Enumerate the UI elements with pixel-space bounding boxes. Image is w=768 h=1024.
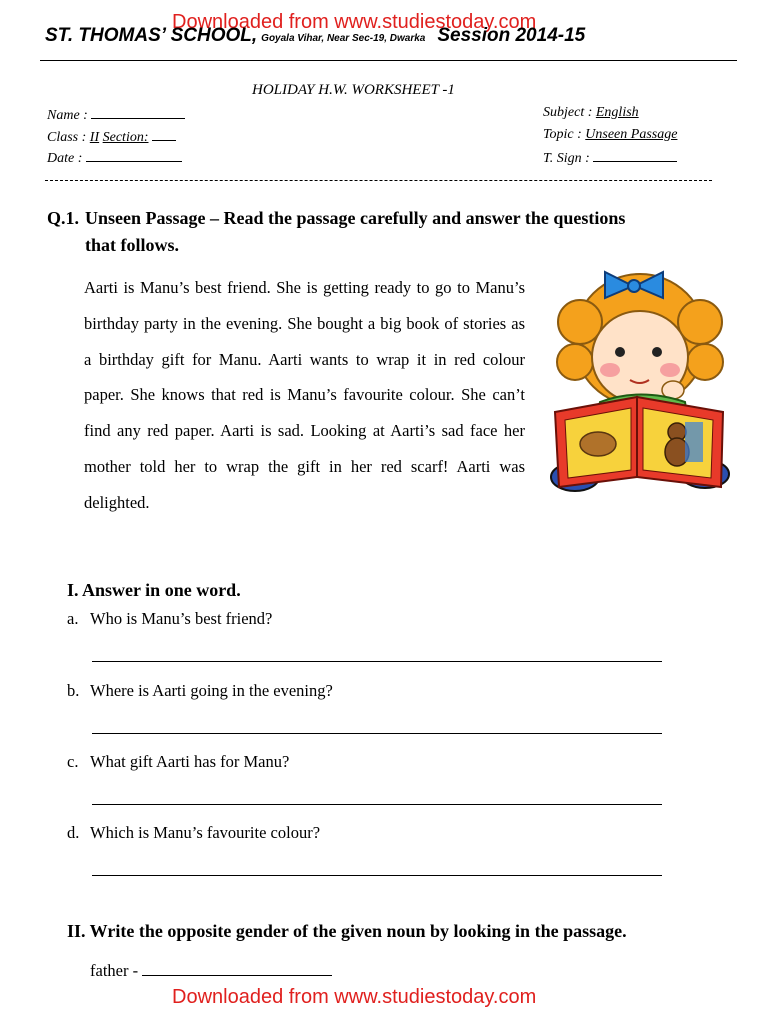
- question-1-line-1: Unseen Passage – Read the passage carefully and answer the questions: [85, 208, 626, 228]
- session-label: Session 2014-15: [437, 25, 586, 46]
- question-b: [67, 681, 333, 701]
- gender-item: [90, 960, 332, 981]
- teacher-sign-field: [543, 148, 677, 167]
- section-blank: [152, 127, 176, 141]
- tsign-blank: [593, 148, 677, 162]
- question-c: [67, 752, 289, 772]
- topic-label: Topic :: [543, 127, 582, 142]
- subject-label: Subject :: [543, 105, 593, 120]
- question-a: [67, 609, 272, 629]
- class-field: [47, 127, 176, 146]
- question-text: What gift Aarti has for Manu?: [90, 752, 290, 771]
- date-label: Date :: [47, 151, 83, 166]
- school-address: Goyala Vihar, Near Sec-19, Dwarka: [261, 33, 426, 44]
- watermark-top: Downloaded from www.studiestoday.com: [172, 11, 537, 33]
- question-label: d.: [67, 823, 80, 842]
- date-field: [47, 148, 182, 167]
- question-label: a.: [67, 609, 79, 628]
- question-d: [67, 823, 320, 843]
- section-2-title: II. Write the opposite gender of the given noun by looking in the passage.: [67, 921, 627, 941]
- answer-line-b: [92, 733, 662, 734]
- worksheet-title: HOLIDAY H.W. WORKSHEET -1: [252, 82, 455, 98]
- question-number: Q.1.: [47, 208, 80, 228]
- question-text: Which is Manu’s favourite colour?: [90, 823, 321, 842]
- question-text: Where is Aarti going in the evening?: [90, 681, 333, 700]
- name-field: [47, 105, 185, 124]
- question-1-heading: [47, 205, 707, 259]
- subject-value: English: [595, 105, 639, 120]
- girl-reading-illustration: [545, 262, 735, 502]
- section-1-title: I. Answer in one word.: [67, 580, 241, 600]
- question-label: c.: [67, 752, 79, 771]
- subject-field: [543, 105, 639, 121]
- reading-passage: Aarti is Manu’s best friend. She is getting ready to go to Manu’s birthday party in the evening. She bought a big book of stories as a birthday gift for Manu. Aarti wants to wrap it in red colour paper. She knows that red is Manu’s favourite colour. She can’t find any red paper. Aarti is sad. Looking at Aarti’s sad face her mother told her to wrap the gift in her red scarf! Aarti was delighted.: [84, 278, 525, 512]
- answer-line-a: [92, 661, 662, 662]
- topic-value: Unseen Passage: [585, 127, 678, 142]
- school-name: ST. THOMAS’ SCHOOL,: [45, 25, 258, 46]
- tsign-label: T. Sign :: [543, 151, 590, 166]
- answer-line-d: [92, 875, 662, 876]
- question-text: Who is Manu’s best friend?: [90, 609, 273, 628]
- name-label: Name :: [47, 108, 88, 123]
- topic-field: [543, 127, 677, 143]
- class-value: II: [89, 130, 100, 145]
- meta-divider: [45, 180, 712, 181]
- section-label: Section:: [102, 130, 149, 145]
- watermark-bottom: Downloaded from www.studiestoday.com: [172, 986, 537, 1008]
- gender-item-label: father -: [90, 961, 139, 980]
- name-blank: [91, 105, 185, 119]
- question-1-line-2: that follows.: [85, 235, 179, 255]
- header-divider: [40, 60, 737, 61]
- question-label: b.: [67, 681, 80, 700]
- class-label: Class :: [47, 130, 87, 145]
- date-blank: [86, 148, 182, 162]
- gender-answer-blank: [142, 960, 332, 976]
- answer-line-c: [92, 804, 662, 805]
- school-header: [45, 25, 585, 47]
